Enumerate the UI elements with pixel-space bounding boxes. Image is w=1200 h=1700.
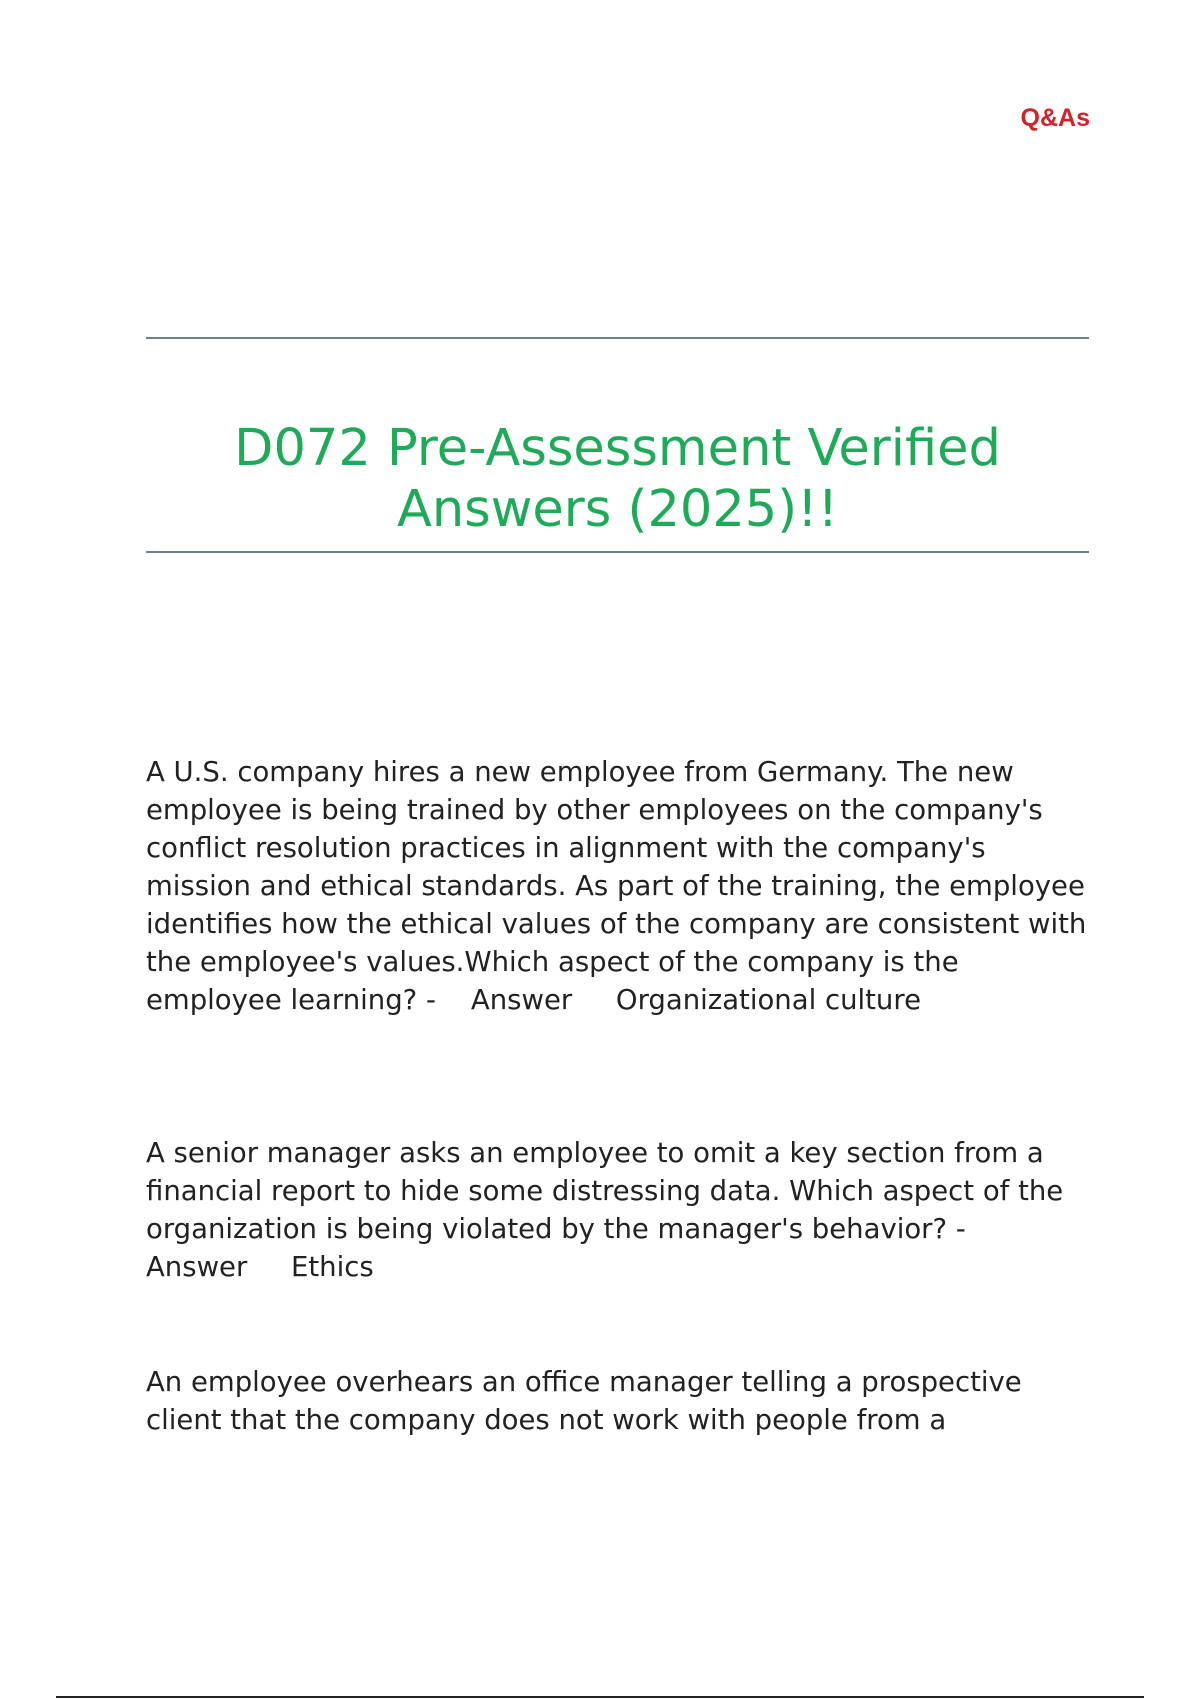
document-title: D072 Pre-Assessment Verified Answers (2025)!! [234, 419, 1001, 539]
header-tag: Q&As [1020, 104, 1090, 132]
qa-item-2 [146, 1134, 1096, 1286]
answer-label: Answer [470, 984, 573, 1016]
question-text: A senior manager asks an employee to omit a key section from a financial report to hide some distressing data. Which aspect of the organization is being violated by the manager's behavior? - [146, 1137, 1064, 1245]
qa-item-3 [146, 1363, 1096, 1439]
question-text: An employee overhears an office manager telling a prospective client that the company does not work with people from a [146, 1366, 1022, 1436]
answer-text: Organizational culture [615, 984, 921, 1016]
answer-text: Ethics [291, 1251, 374, 1283]
answer-label: Answer [146, 1251, 248, 1283]
page-bottom-rule [56, 1696, 1144, 1698]
qa-item-1 [146, 753, 1096, 1019]
title-top-rule [146, 337, 1089, 339]
question-text: A U.S. company hires a new employee from Germany. The new employee is being trained by other employees on the company's conflict resolution practices in alignment with the company's mission and ethical standards. As part of the training, the employee identifies how the ethical values of the company are consistent with the employee's values.Which aspect of the company is the employee learning? - [146, 756, 1087, 1016]
title-bottom-rule [146, 551, 1089, 553]
